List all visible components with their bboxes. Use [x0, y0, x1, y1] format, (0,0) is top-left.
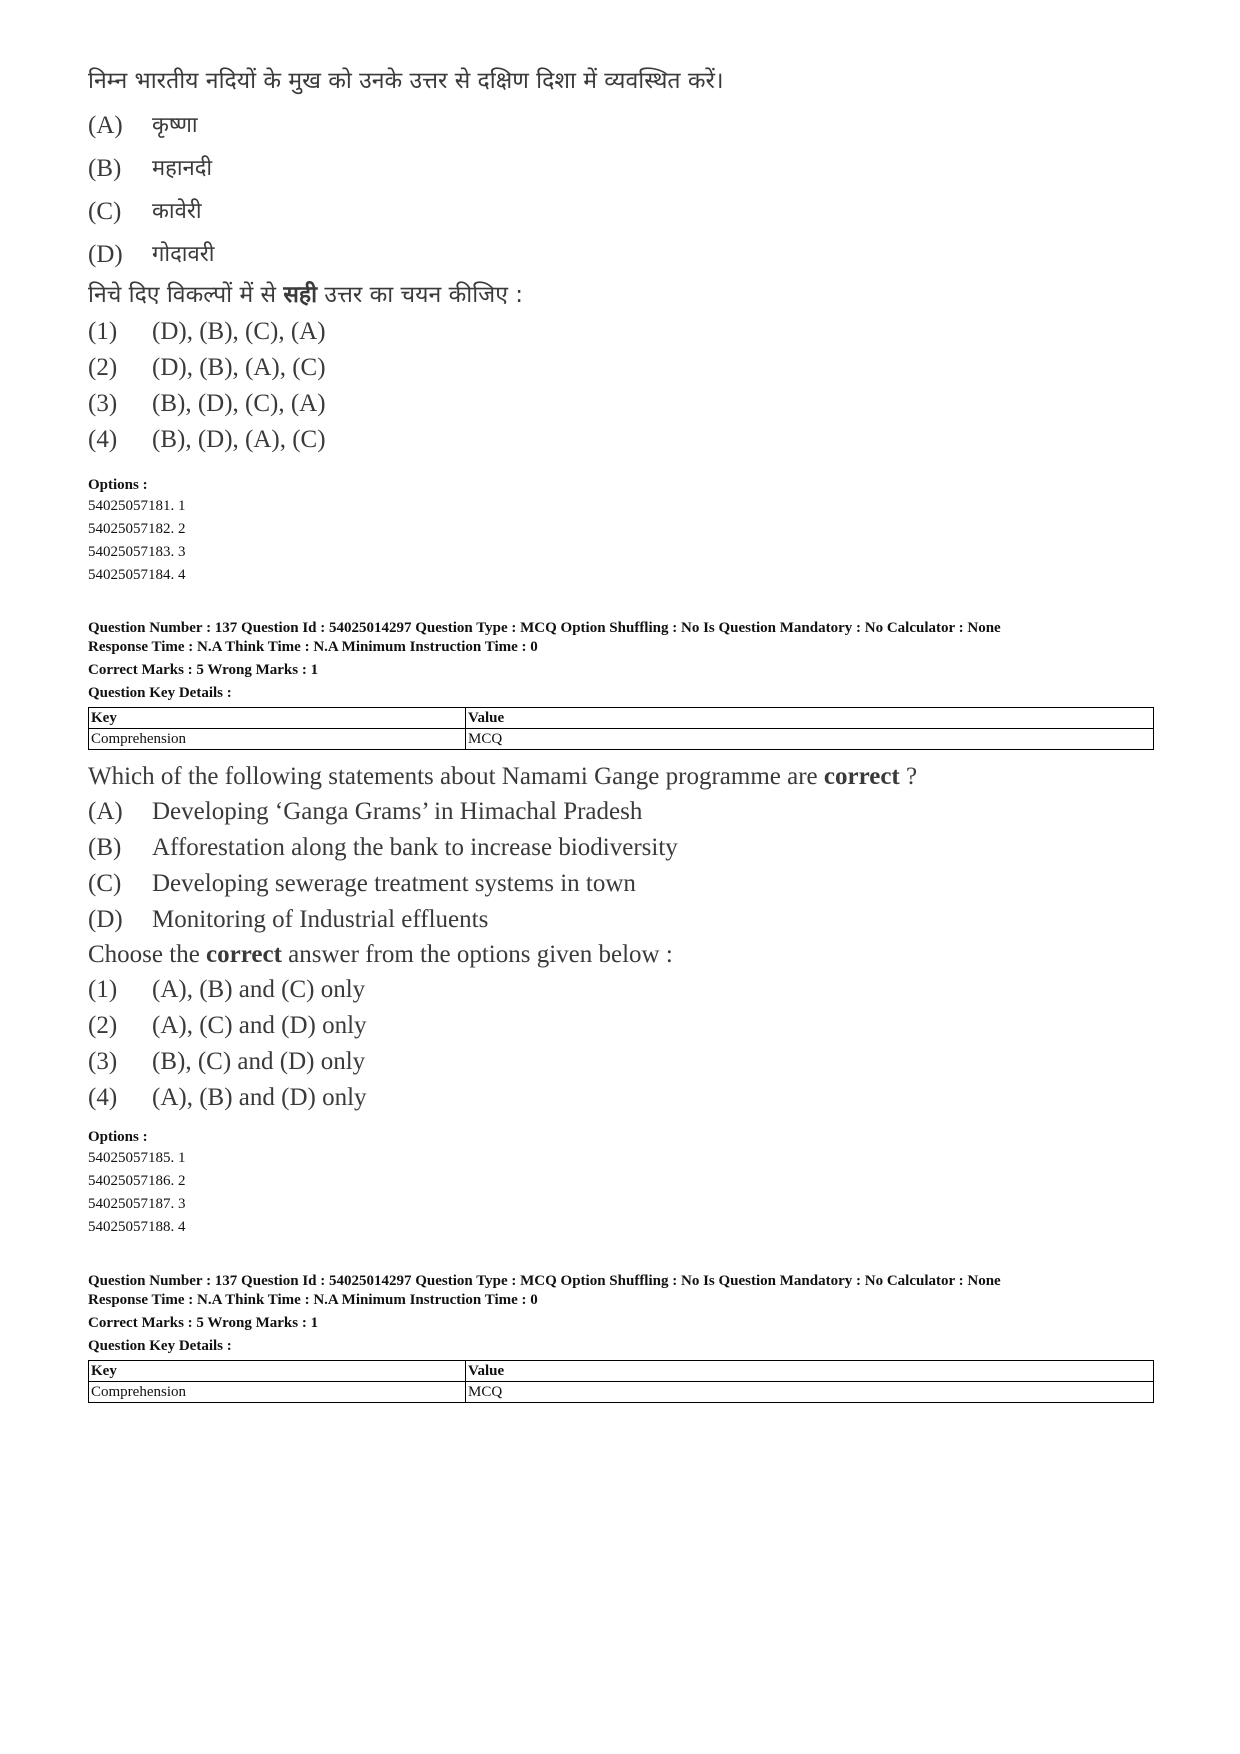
option-id: 54025057182. 2: [88, 521, 186, 537]
option-id: 54025057185. 1: [88, 1150, 186, 1166]
table-cell-value: MCQ: [466, 729, 1154, 750]
table-row: [89, 1382, 1154, 1403]
key-details-table: [88, 1360, 1154, 1403]
q136-item-c: [88, 190, 1154, 233]
table-header-row: [89, 708, 1154, 729]
question-timing-line: Response Time : N.A Think Time : N.A Minimum Instruction Time : 0: [88, 639, 538, 655]
q136-answer-4: [88, 422, 1154, 458]
q137-answer-text: (A), (B) and (C) only: [152, 976, 366, 1003]
q137-item-text: Afforestation along the bank to increase biodiversity: [152, 834, 678, 861]
q136-choose-bold: सही: [283, 282, 318, 308]
q137-header: [88, 619, 1154, 750]
q136-answer-text: (D), (B), (C), (A): [152, 318, 326, 345]
q136-item-text: कावेरी: [152, 199, 202, 224]
option-id: 54025057184. 4: [88, 567, 186, 583]
q136-item-text: महानदी: [152, 156, 213, 181]
q136-answer-text: (D), (B), (A), (C): [152, 354, 326, 381]
q137-answer-label: (2): [88, 1012, 118, 1039]
q137-stem-pre: Which of the following statements about Namami Gange programme are: [88, 763, 824, 790]
option-id: 54025057188. 4: [88, 1219, 186, 1235]
table-header-value: Value: [466, 708, 1154, 729]
q137-item-label: (A): [88, 798, 123, 825]
q137-block: [88, 760, 1154, 1116]
q136-item-label: (D): [88, 241, 123, 268]
q137-choose-post: answer from the options given below :: [281, 941, 673, 968]
q137-answer-2: [88, 1008, 1154, 1044]
option-id: 54025057183. 3: [88, 544, 186, 560]
q137-item-c: [88, 866, 1154, 902]
q137-stem: [88, 760, 1154, 794]
table-row: [89, 729, 1154, 750]
q136-item-label: (A): [88, 112, 123, 139]
q136-block: [88, 64, 1154, 458]
q136-answer-1: [88, 314, 1154, 350]
table-cell-key: Comprehension: [89, 1382, 466, 1403]
q136-choose-post: उत्तर का चयन कीजिए :: [317, 282, 523, 308]
q137-answer-text: (B), (C) and (D) only: [152, 1048, 366, 1075]
q137-answer-4: [88, 1080, 1154, 1116]
q136-item-label: (B): [88, 155, 122, 182]
q137-item-d: [88, 902, 1154, 938]
question-key-details: Question Key Details :: [88, 1338, 232, 1354]
q136-item-text: गोदावरी: [152, 242, 215, 267]
question-timing-line: Response Time : N.A Think Time : N.A Minimum Instruction Time : 0: [88, 1292, 538, 1308]
q137-answer-label: (4): [88, 1084, 118, 1111]
q137-item-a: [88, 794, 1154, 830]
q136-stem: निम्न भारतीय नदियों के मुख को उनके उत्तर से दक्षिण दिशा में व्यवस्थित करें।: [88, 68, 724, 94]
q136-item-d: [88, 233, 1154, 276]
q137-choose-bold: correct: [206, 941, 282, 968]
q136-answer-text: (B), (D), (C), (A): [152, 390, 326, 417]
q136-answer-label: (3): [88, 390, 118, 417]
q137-choose-pre: Choose the: [88, 941, 207, 968]
q137-answer-label: (1): [88, 976, 118, 1003]
q136-answer-label: (4): [88, 426, 118, 453]
table-header-row: [89, 1361, 1154, 1382]
q137-options: [88, 1128, 1154, 1239]
q136-item-text: कृष्णा: [152, 113, 198, 138]
option-id: 54025057187. 3: [88, 1196, 186, 1212]
table-header-key: Key: [89, 708, 466, 729]
q137-item-label: (D): [88, 906, 123, 933]
q137-item-label: (B): [88, 834, 122, 861]
q136-item-b: [88, 147, 1154, 190]
options-heading: Options :: [88, 1129, 148, 1145]
q137-item-label: (C): [88, 870, 122, 897]
table-cell-value: MCQ: [466, 1382, 1154, 1403]
q136-item-label: (C): [88, 198, 122, 225]
option-id: 54025057181. 1: [88, 498, 186, 514]
q137-answer-text: (A), (B) and (D) only: [152, 1084, 367, 1111]
key-details-table: [88, 707, 1154, 750]
q136-answer-2: [88, 350, 1154, 386]
question-header-line: Question Number : 137 Question Id : 54025014297 Question Type : MCQ Option Shuffling : No Is Question Mandatory : No Calculator : None: [88, 1273, 1001, 1289]
question-key-details: Question Key Details :: [88, 685, 232, 701]
option-id: 54025057186. 2: [88, 1173, 186, 1189]
q137b-header: [88, 1272, 1154, 1403]
q136-answer-text: (B), (D), (A), (C): [152, 426, 326, 453]
q137-answer-1: [88, 972, 1154, 1008]
q136-answer-3: [88, 386, 1154, 422]
q137-answer-label: (3): [88, 1048, 118, 1075]
q136-answer-label: (1): [88, 318, 118, 345]
question-marks: Correct Marks : 5 Wrong Marks : 1: [88, 662, 319, 678]
q137-stem-bold: correct: [823, 763, 900, 790]
q137-stem-post: ?: [899, 763, 918, 790]
question-header-line: Question Number : 137 Question Id : 54025014297 Question Type : MCQ Option Shuffling : No Is Question Mandatory : No Calculator : None: [88, 620, 1001, 636]
table-header-key: Key: [89, 1361, 466, 1382]
q137-item-text: Developing sewerage treatment systems in town: [152, 870, 636, 897]
q137-item-text: Monitoring of Industrial effluents: [152, 906, 489, 933]
q137-answer-3: [88, 1044, 1154, 1080]
question-marks: Correct Marks : 5 Wrong Marks : 1: [88, 1315, 319, 1331]
q136-options: [88, 476, 1154, 587]
q136-choose-instruction: [88, 278, 1154, 312]
q137-item-b: [88, 830, 1154, 866]
q136-answer-label: (2): [88, 354, 118, 381]
q137-answer-text: (A), (C) and (D) only: [152, 1012, 367, 1039]
q137-item-text: Developing ‘Ganga Grams’ in Himachal Pradesh: [152, 798, 643, 825]
table-cell-key: Comprehension: [89, 729, 466, 750]
q136-choose-pre: निचे दिए विकल्पों में से: [88, 282, 284, 308]
options-heading: Options :: [88, 477, 148, 493]
q136-item-a: [88, 104, 1154, 147]
q137-choose-instruction: [88, 938, 1154, 972]
table-header-value: Value: [466, 1361, 1154, 1382]
